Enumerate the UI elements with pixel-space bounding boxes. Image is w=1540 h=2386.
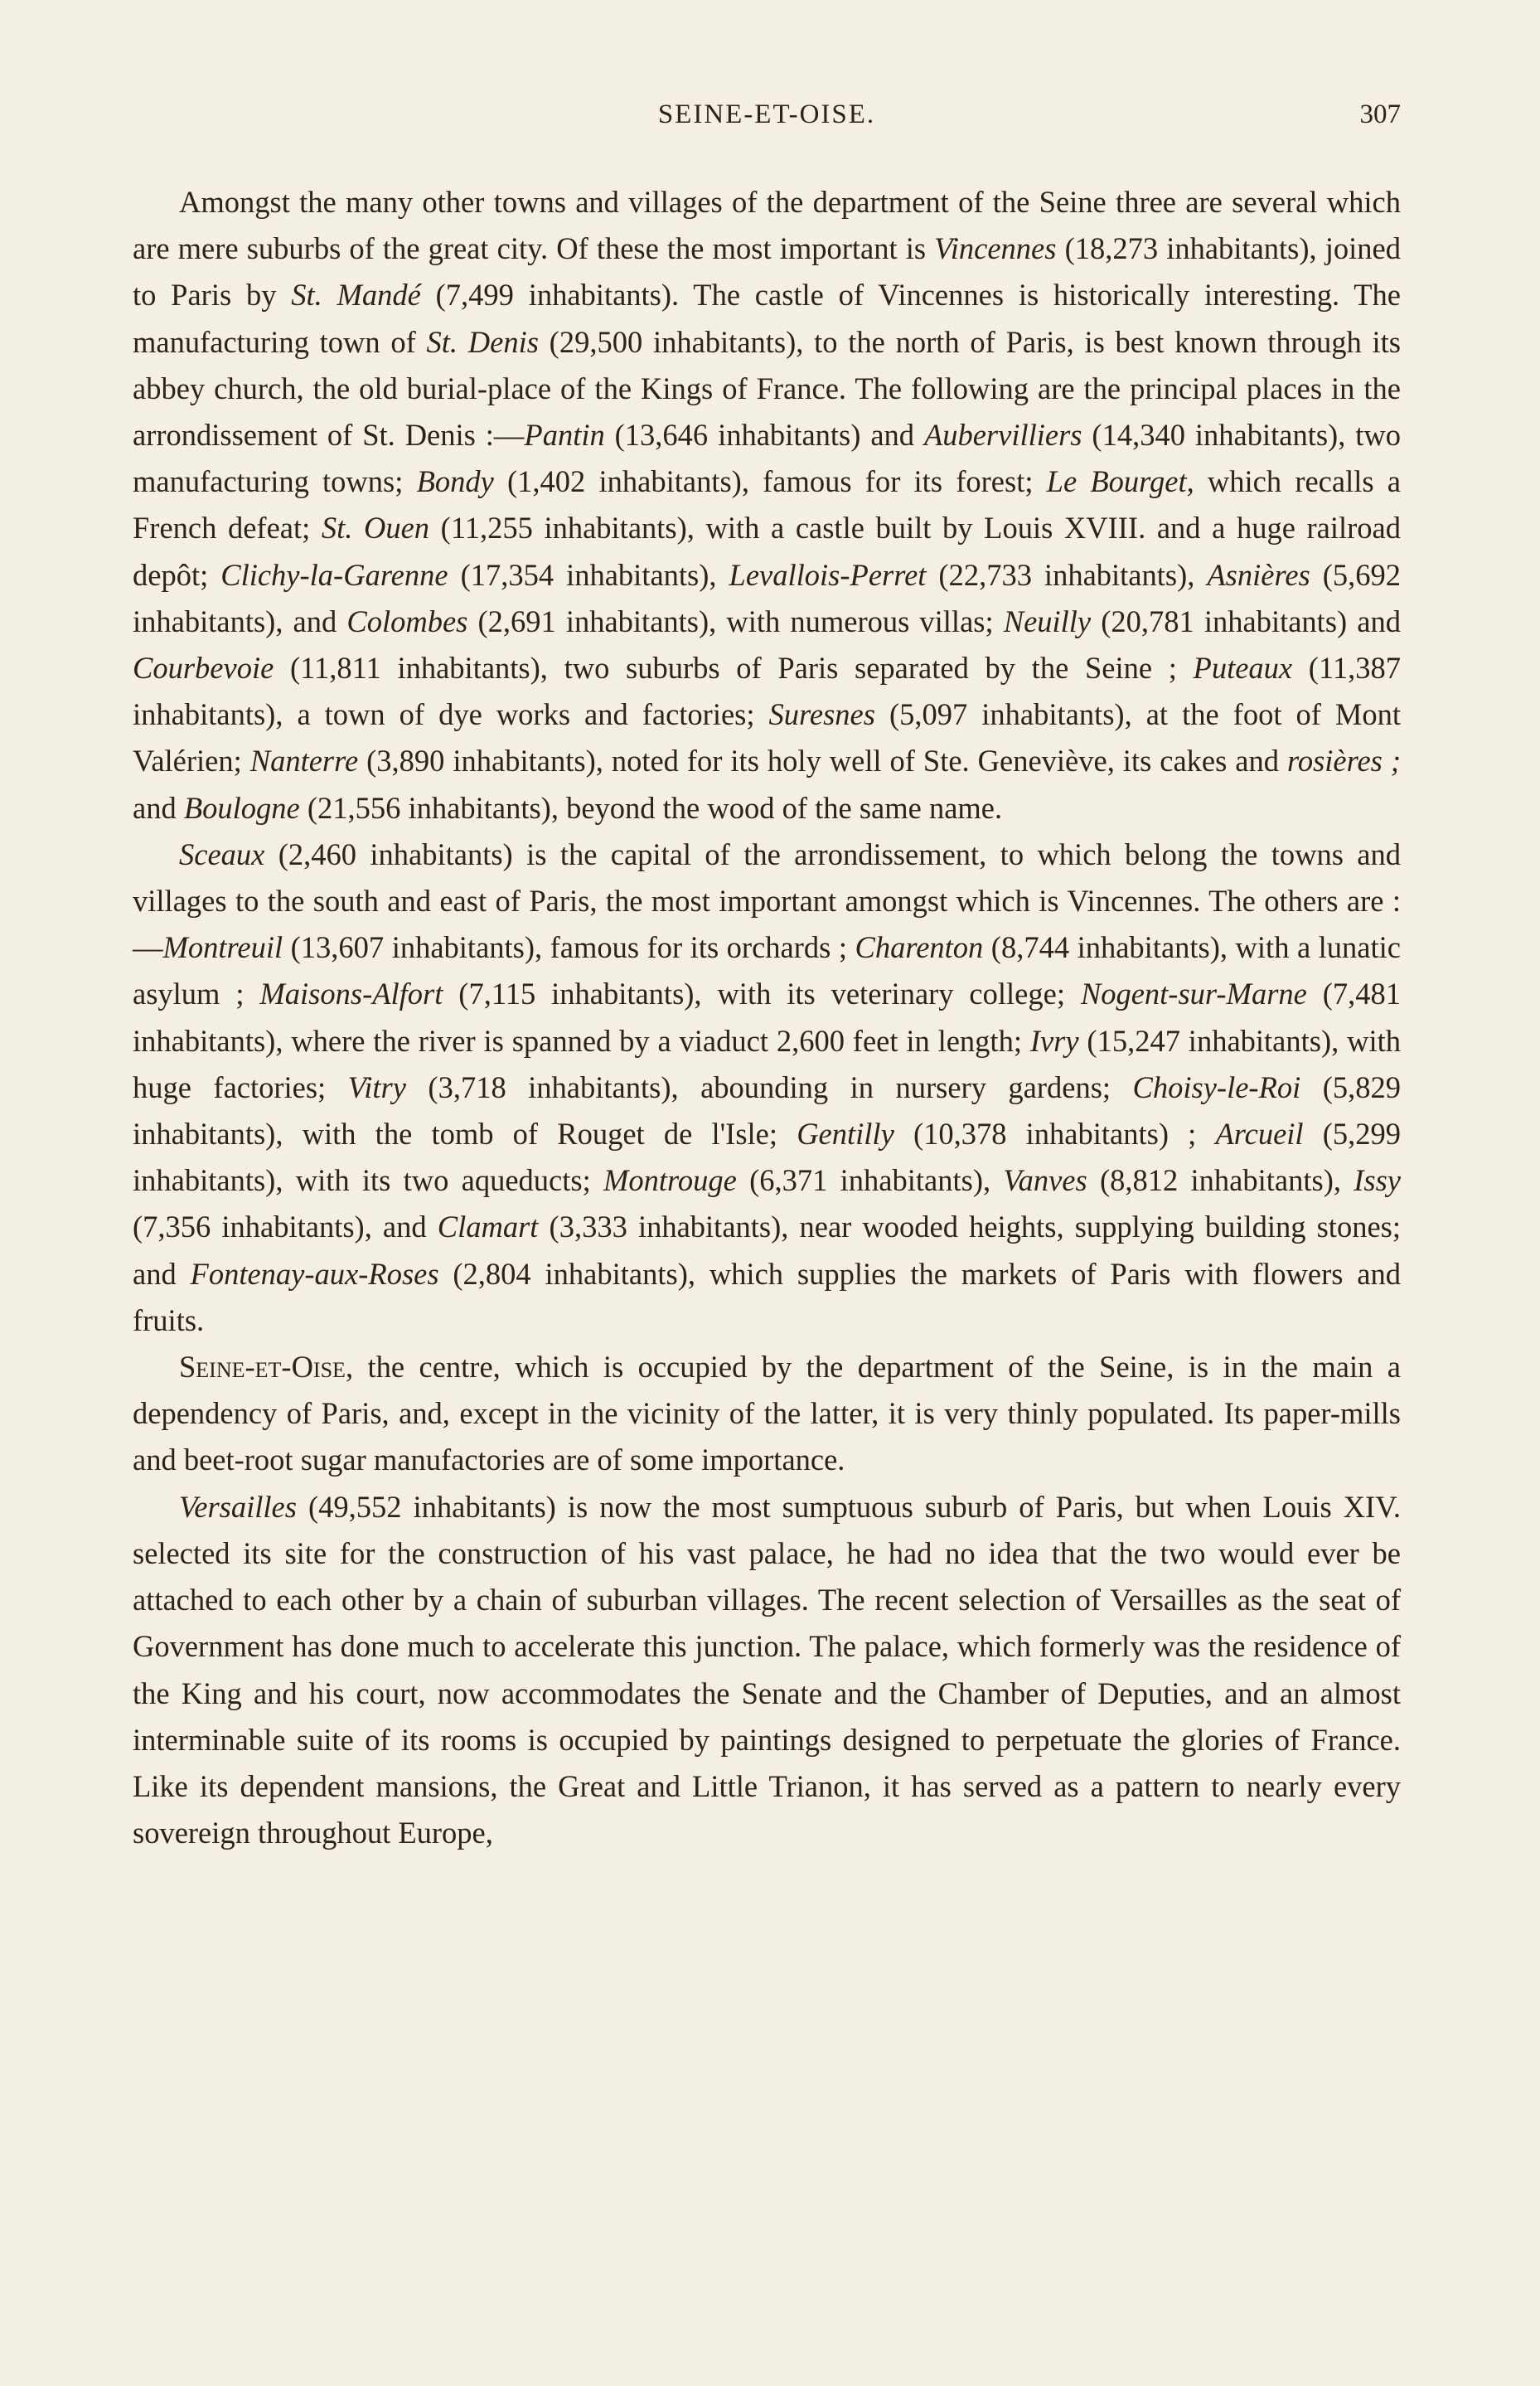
text-run: (1,402 inhabitants), famous for its forest;	[493, 464, 1047, 499]
text-run: (2,691 inhabitants), with numerous villas;	[467, 604, 1004, 638]
italic-run: Neuilly	[1003, 604, 1092, 638]
text-run: (49,552 inhabitants) is now the most sumptuous suburb of Paris, but when Louis XIV. selected its site for the construction of his vast palace, he had no idea that the two would ever be attached to each other by a chain of suburban villages. The recent selection of Versailles as the seat of Government has done much to accelerate this junction. The palace, which formerly was the residence of the King and his court, now accommodates the Senate and the Chamber of Deputies, and an almost interminable suite of its rooms is occupied by paintings designed to perpetuate the glories of France. Like its dependent mansions, the Great and Little Trianon, it has served as a pattern to nearly every sovereign throughout Europe,	[133, 1489, 1401, 1850]
text-run: (13,607 inhabitants), famous for its orchards ;	[283, 930, 855, 965]
text-run: (11,811 inhabitants), two suburbs of Paris separated by the Seine ;	[274, 651, 1194, 686]
text-run: (6,371 inhabitants),	[736, 1163, 1004, 1198]
italic-run: Gentilly	[797, 1117, 894, 1152]
paragraph-4	[133, 1484, 1401, 1857]
italic-run: Choisy-le-Roi	[1132, 1069, 1301, 1104]
text-run: (18,273 inhabitants), joined to Paris by	[133, 231, 1401, 313]
smallcaps-run: Seine-et-Oise	[179, 1350, 346, 1385]
text-run: (5,829 inhabitants), with the tomb of Rouget de l'Isle;	[133, 1069, 1402, 1152]
italic-run: Versailles	[179, 1489, 297, 1524]
italic-run: St. Denis	[426, 324, 539, 359]
paragraph-2	[133, 832, 1401, 1344]
italic-run: Bondy	[416, 464, 494, 499]
text-run: (10,378 inhabitants) ;	[893, 1117, 1216, 1152]
italic-run: Puteaux	[1193, 651, 1293, 686]
text-run: (5,692 inhabitants), and	[133, 557, 1402, 638]
italic-run: Vanves	[1003, 1163, 1087, 1198]
italic-run: Montreuil	[162, 930, 283, 965]
italic-run: Charenton	[855, 930, 984, 965]
text-run: (7,499 inhabitants). The castle of Vincennes is historically interesting. The manufacturing town of	[133, 278, 1401, 359]
italic-run: rosières ;	[1286, 744, 1401, 778]
text-run: Amongst the many other towns and villages of the department of the Seine three are several which are mere suburbs of the great city. Of these the most important is	[133, 185, 1401, 266]
italic-run: Colombes	[346, 604, 468, 638]
italic-run: Montrouge	[603, 1163, 737, 1198]
text-run: (2,804 inhabitants), which supplies the markets of Paris with flowers and fruits.	[133, 1256, 1401, 1337]
italic-run: St. Ouen	[321, 511, 430, 546]
text-run: (20,781 inhabitants) and	[1091, 604, 1401, 638]
text-run: (3,718 inhabitants), abounding in nursery gardens;	[405, 1069, 1133, 1104]
page-number: 307	[1359, 99, 1401, 129]
text-run: (22,733 inhabitants),	[926, 557, 1208, 592]
text-run: (2,460 inhabitants) is the capital of the arrondissement, to which belong the towns and villages to the south and east of Paris, the most important amongst which is Vincennes. The others are :—	[133, 837, 1401, 965]
text-run: (29,500 inhabitants), to the north of Paris, is best known through its abbey church, the old burial-place of the Kings of France. The following are the principal places in the arrondissement of St. Denis :—	[133, 324, 1401, 453]
text-run: (11,255 inhabitants), with a castle built by Louis XVIII. and a huge railroad depôt;	[133, 511, 1401, 592]
italic-run: Levallois-Perret	[729, 557, 927, 592]
italic-run: Pantin	[524, 418, 605, 453]
italic-run: Boulogne	[183, 790, 300, 825]
running-head	[133, 99, 1401, 141]
text-run: (3,333 inhabitants), near wooded heights, supplying building stones; and	[133, 1210, 1401, 1291]
italic-run: Ivry	[1029, 1023, 1079, 1058]
paragraph-3	[133, 1344, 1401, 1484]
text-run: (8,812 inhabitants),	[1087, 1163, 1354, 1198]
paragraph-1	[133, 179, 1401, 832]
text-run: (7,356 inhabitants), and	[133, 1210, 438, 1244]
italic-run: Nanterre	[249, 744, 359, 778]
text-run: (8,744 inhabitants), with a lunatic asylum ;	[133, 930, 1401, 1011]
text-run: (7,481 inhabitants), where the river is spanned by a viaduct 2,600 feet in length;	[133, 977, 1402, 1058]
italic-run: Fontenay-aux-Roses	[190, 1256, 439, 1291]
italic-run: St. Mandé	[291, 278, 421, 313]
text-run: (21,556 inhabitants), beyond the wood of the same name.	[299, 790, 1003, 825]
italic-run: Vincennes	[934, 231, 1057, 266]
text-run: , the centre, which is occupied by the department of the Seine, is in the main a dependency of Paris, and, except in the vicinity of the latter, it is very thinly populated. Its paper-mills and beet-root sugar manufactories are of some importance.	[133, 1350, 1401, 1477]
italic-run: Issy	[1354, 1163, 1401, 1198]
text-run: (7,115 inhabitants), with its veterinary college;	[443, 977, 1081, 1011]
text-run: which recalls a French defeat;	[133, 464, 1401, 546]
text-run: (5,097 inhabitants), at the foot of Mont Valérien;	[133, 697, 1401, 778]
italic-run: Vitry	[347, 1069, 406, 1104]
italic-run: Aubervilliers	[923, 418, 1082, 453]
italic-run: Courbevoie	[133, 651, 274, 686]
text-run: (17,354 inhabitants),	[448, 557, 729, 592]
text-run: (13,646 inhabitants) and	[604, 418, 924, 453]
running-title: SEINE-ET-OISE.	[657, 99, 876, 129]
text-run: (11,387 inhabitants), a town of dye works and factories;	[133, 651, 1401, 732]
italic-run: Asnières	[1207, 557, 1310, 592]
italic-run: Clamart	[437, 1210, 539, 1244]
text-run: (14,340 inhabitants), two manufacturing towns;	[133, 418, 1401, 499]
text-run: (3,890 inhabitants), noted for its holy well of Ste. Geneviève, its cakes and	[358, 744, 1287, 778]
italic-run: Le Bourget,	[1046, 464, 1194, 499]
italic-run: Clichy-la-Garenne	[220, 557, 448, 592]
italic-run: Arcueil	[1215, 1117, 1304, 1152]
text-run: (5,299 inhabitants), with its two aqueducts;	[133, 1117, 1401, 1198]
text-run: (15,247 inhabitants), with huge factories;	[133, 1023, 1401, 1104]
italic-run: Suresnes	[768, 697, 875, 732]
italic-run: Nogent-sur-Marne	[1080, 977, 1307, 1011]
body-text	[133, 179, 1401, 1856]
text-run: and	[133, 790, 184, 825]
italic-run: Maisons-Alfort	[259, 977, 443, 1011]
italic-run: Sceaux	[179, 837, 265, 871]
